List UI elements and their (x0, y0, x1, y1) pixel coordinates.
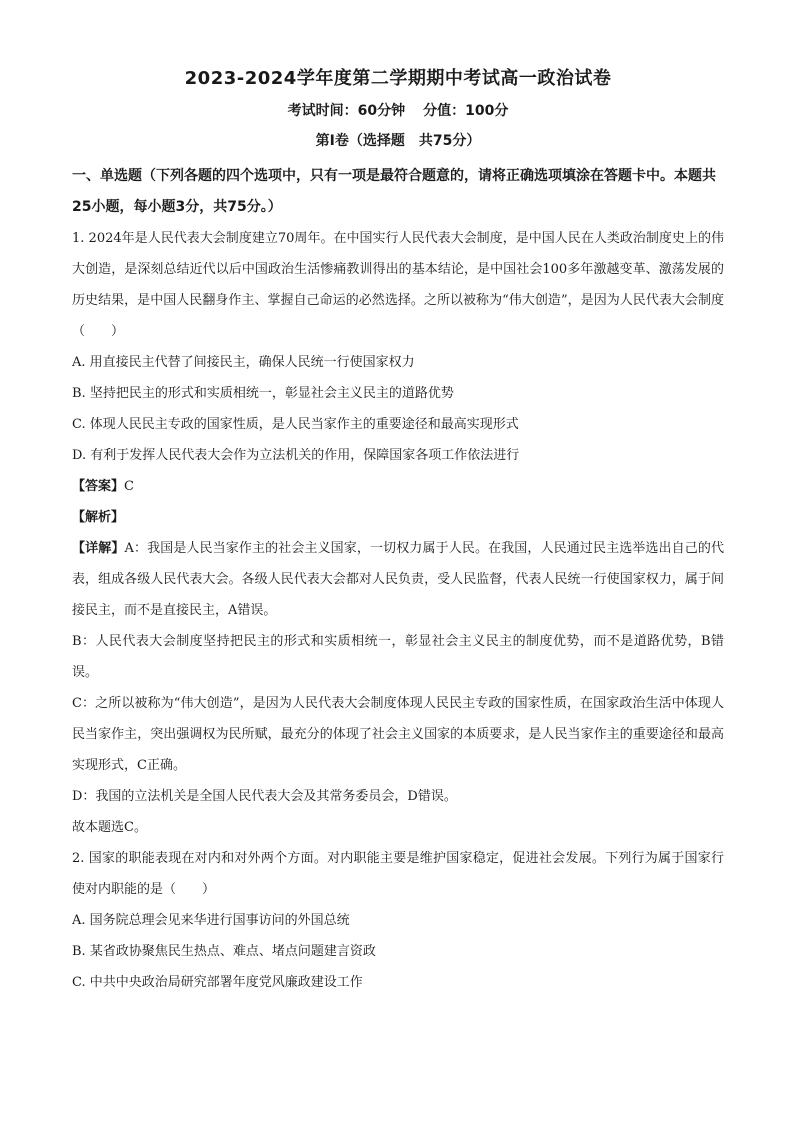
question-1-detail-c: C：之所以被称为“伟大创造”，是因为人民代表大会制度体现人民民主专政的国家性质，在国家政治生活中体现人民当家作主，突出强调权为民所赋，最充分的体现了社会主义国家的本质要求，是人民当家作主的重要途径和最高实现形式，C正确。 (72, 696, 724, 773)
exam-page (72, 66, 724, 998)
question-2-option-c: C. 中共中央政治局研究部署年度党风廉政建设工作 (72, 975, 363, 990)
question-1-option-d: D. 有利于发挥人民代表大会作为立法机关的作用，保障国家各项工作依法进行 (72, 448, 520, 463)
exam-score: 分值：100分 (423, 103, 509, 119)
exam-title: 2023-2024学年度第二学期期中考试高一政治试卷 (184, 68, 612, 89)
answer-tag: 【答案】 (72, 479, 125, 494)
question-1-detail-b: B：人民代表大会制度坚持把民主的形式和实质相统一，彰显社会主义民主的制度优势，而不是道路优势，B错误。 (72, 634, 724, 680)
question-1-option-c: C. 体现人民民主专政的国家性质，是人民当家作主的重要途径和最高实现形式 (72, 417, 519, 432)
analysis-tag: 【解析】 (72, 510, 125, 525)
question-1-stem: 1. 2024年是人民代表大会制度建立70周年。在中国实行人民代表大会制度，是中国人民在人类政治制度史上的伟大创造，是深刻总结近代以后中国政治生活惨痛教训得出的基本结论，是中国社会100多年激越变革、激荡发展的历史结果，是中国人民翻身作主、掌握自己命运的必然选择。之所以被称为“伟大创造”，是因为人民代表大会制度（ ） (72, 231, 724, 339)
detail-tag: 【详解】 (72, 541, 125, 556)
question-1-detail-a (72, 533, 724, 626)
question-1-analysis-heading (72, 502, 724, 533)
question-1-option-b: B. 坚持把民主的形式和实质相统一，彰显社会主义民主的道路优势 (72, 386, 454, 401)
question-2-option-a: A. 国务院总理会见来华进行国事访问的外国总统 (72, 913, 350, 928)
question-1-conclusion: 故本题选C。 (72, 820, 147, 835)
volume-heading: 第Ⅰ卷（选择题 共75分） (315, 133, 481, 149)
exam-info (72, 101, 724, 121)
answer-value: C (124, 479, 134, 494)
exam-time: 考试时间：60分钟 (287, 103, 406, 119)
question-2-stem: 2. 国家的职能表现在对内和对外两个方面。对内职能主要是维护国家稳定，促进社会发展。下列行为属于国家行使对内职能的是（ ） (72, 851, 724, 897)
question-1-answer (72, 471, 724, 502)
question-2-option-b: B. 某省政协聚焦民生热点、难点、堵点问题建言资政 (72, 944, 376, 959)
question-1-detail-d: D：我国的立法机关是全国人民代表大会及其常务委员会，D错误。 (72, 789, 457, 804)
question-1-option-a: A. 用直接民主代替了间接民主，确保人民统一行使国家权力 (72, 355, 415, 370)
detail-a-text: A：我国是人民当家作主的社会主义国家，一切权力属于人民。在我国，人民通过民主选举选出自己的代表，组成各级人民代表大会。各级人民代表大会都对人民负责，受人民监督，代表人民统一行使国家权力，属于间接民主，而不是直接民主，A错误。 (72, 541, 724, 618)
section-heading: 一、单选题（下列各题的四个选项中，只有一项是最符合题意的，请将正确选项填涂在答题卡中。本题共25小题，每小题3分，共75分。） (72, 168, 716, 215)
